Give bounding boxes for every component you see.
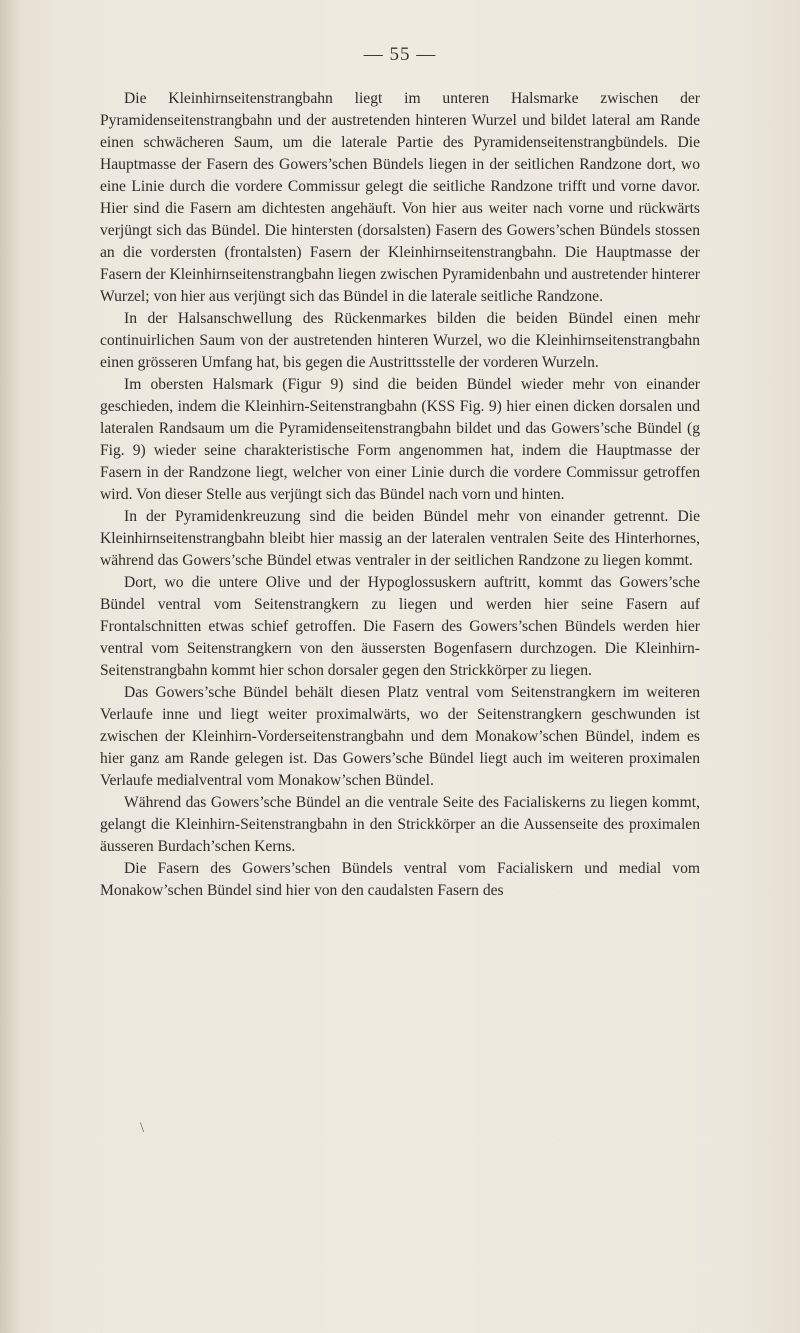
stray-ink-mark: \ bbox=[140, 1120, 145, 1136]
paragraph: Das Gowers’sche Bündel behält diesen Platz ventral vom Seitenstrangkern im weiteren Verlaufe inne und liegt weiter proximalwärts, wo der Seitenstrangkern geschwunden ist zwischen der Kleinhirn-Vorderseitenstrangbahn und dem Monakow’schen Bündel, indem es hier ganz am Rande gelegen ist. Das Gowers’sche Bündel liegt auch im weiteren proximalen Verlaufe medialventral vom Monakow’schen Bündel. bbox=[100, 684, 700, 789]
page-number: — 55 — bbox=[363, 44, 437, 65]
paragraph: Die Fasern des Gowers’schen Bündels ventral vom Facialiskern und medial vom Monakow’schen Bündel sind hier von den caudalsten Fasern des bbox=[100, 860, 700, 899]
paragraph: In der Pyramidenkreuzung sind die beiden Bündel mehr von einander getrennt. Die Kleinhirnseitenstrangbahn bleibt hier massig an der lateralen ventralen Seite des Hinterhornes, während das Gowers’sche Bündel etwas ventraler in der seitlichen Randzone zu liegen kommt. bbox=[100, 508, 700, 569]
page-gutter-shadow bbox=[0, 0, 20, 1333]
paragraph: Die Kleinhirnseitenstrangbahn liegt im unteren Halsmarke zwischen der Pyramidenseitenstrangbahn und der austretenden hinteren Wurzel und bildet lateral am Rande einen schwächeren Saum, um die laterale Partie des Pyramidenseitenstrangbündels. Die Hauptmasse der Fasern des Gowers’schen Bündels liegen in der seitlichen Randzone dort, wo eine Linie durch die vordere Commissur gelegt die seitliche Randzone trifft und vorne davor. Hier sind die Fasern am dichtesten angehäuft. Von hier aus weiter nach vorne und rückwärts verjüngt sich das Bündel. Die hintersten (dorsalsten) Fasern des Gowers’schen Bündels stossen an die vordersten (frontalsten) Fasern der Kleinhirnseitenstrangbahn. Die Hauptmasse der Fasern der Kleinhirnseitenstrangbahn liegen zwischen Pyramidenbahn und austretender hinterer Wurzel; von hier aus verjüngt sich das Bündel in die laterale seitliche Randzone. bbox=[100, 90, 700, 305]
body-text bbox=[100, 88, 700, 902]
paragraph: Im obersten Halsmark (Figur 9) sind die beiden Bündel wieder mehr von einander geschieden, indem die Kleinhirn-Seitenstrangbahn (KSS Fig. 9) hier einen dicken dorsalen und lateralen Randsaum um die Pyramidenseitenstrangbahn bildet und das Gowers’sche Bündel (g Fig. 9) wieder seine charakteristische Form angenommen hat, indem die Hauptmasse der Fasern in der Randzone liegt, welcher von einer Linie durch die vordere Commissur getroffen wird. Von dieser Stelle aus verjüngt sich das Bündel nach vorn und hinten. bbox=[100, 376, 700, 503]
paragraph: Während das Gowers’sche Bündel an die ventrale Seite des Facialiskerns zu liegen kommt, gelangt die Kleinhirn-Seitenstrangbahn in den Strickkörper an die Aussenseite des proximalen äusseren Burdach’schen Kerns. bbox=[100, 794, 700, 855]
paragraph: Dort, wo die untere Olive und der Hypoglossuskern auftritt, kommt das Gowers’sche Bündel ventral vom Seitenstrangkern zu liegen und werden hier seine Fasern auf Frontalschnitten etwas schief getroffen. Die Fasern des Gowers’schen Bündels werden hier ventral vom Seitenstrangkern von den äussersten Bogenfasern durchzogen. Die Kleinhirn-Seitenstrangbahn kommt hier schon dorsaler gegen den Strickkörper zu liegen. bbox=[100, 574, 700, 679]
paragraph: In der Halsanschwellung des Rückenmarkes bilden die beiden Bündel einen mehr continuirlichen Saum von der austretenden hinteren Wurzel, wo die Kleinhirnseitenstrangbahn einen grösseren Umfang hat, bis gegen die Austrittsstelle der vorderen Wurzeln. bbox=[100, 310, 700, 371]
